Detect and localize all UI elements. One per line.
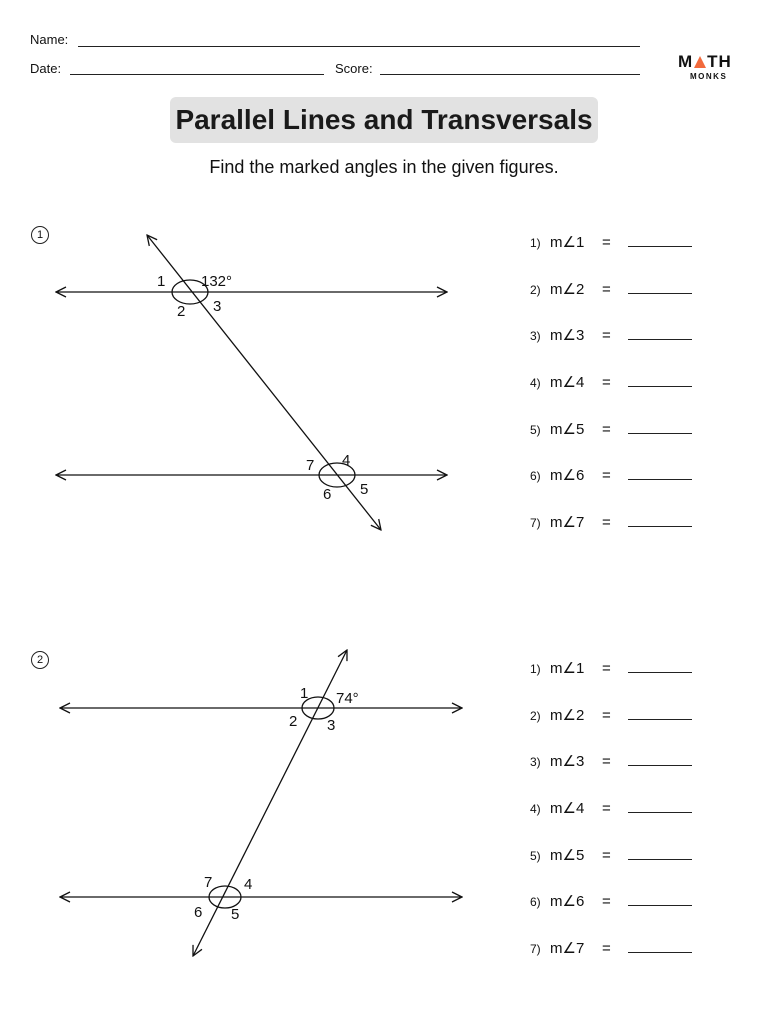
fig1-given-angle: 132° xyxy=(201,273,233,290)
fig2-label-3: 3 xyxy=(327,717,336,734)
fig2-label-4: 4 xyxy=(244,876,253,893)
question-number: 7) xyxy=(530,516,541,531)
question-row xyxy=(530,419,692,439)
equals-sign: = xyxy=(602,514,611,532)
instructions: Find the marked angles in the given figures. xyxy=(209,157,559,177)
problem-1-number: 1 xyxy=(31,226,49,244)
question-text: m∠1 xyxy=(550,660,585,677)
equals-sign: = xyxy=(602,374,611,392)
question-text: m∠4 xyxy=(550,800,585,818)
question-number: 4) xyxy=(530,376,541,391)
fig1-label-5: 5 xyxy=(360,481,369,498)
question-number: 2) xyxy=(530,282,541,297)
equals-sign: = xyxy=(602,893,611,911)
figure-2 xyxy=(60,650,462,956)
question-row xyxy=(530,465,692,485)
fig1-label-3: 3 xyxy=(213,298,222,315)
question-row xyxy=(530,845,692,865)
problem-1-questions xyxy=(530,232,692,532)
question-row xyxy=(530,705,692,725)
answer-blank[interactable] xyxy=(628,705,692,720)
answer-blank[interactable] xyxy=(628,798,692,813)
question-number: 3) xyxy=(530,329,541,344)
question-row xyxy=(530,891,692,911)
date-label: Date: xyxy=(30,61,62,76)
question-text: m∠7 xyxy=(550,514,585,532)
score-label: Score: xyxy=(335,61,373,76)
logo-word-right: TH xyxy=(707,52,732,71)
equals-sign: = xyxy=(602,706,611,724)
page-title: Parallel Lines and Transversals xyxy=(175,104,593,135)
question-number: 3) xyxy=(530,755,541,770)
answer-blank[interactable] xyxy=(628,232,692,247)
fig2-label-7: 7 xyxy=(204,874,213,891)
answer-blank[interactable] xyxy=(628,465,692,480)
question-text: m∠1 xyxy=(550,234,585,251)
fig2-label-2: 2 xyxy=(289,713,298,730)
question-row xyxy=(530,372,692,392)
equals-sign: = xyxy=(602,660,611,677)
fig1-label-6: 6 xyxy=(323,486,332,503)
equals-sign: = xyxy=(602,753,611,771)
fig2-label-5: 5 xyxy=(231,906,240,923)
problem-2-questions xyxy=(530,658,692,958)
question-text: m∠3 xyxy=(550,753,585,771)
fig1-label-7: 7 xyxy=(306,457,315,474)
question-text: m∠5 xyxy=(550,420,585,438)
fig2-given-angle: 74° xyxy=(336,690,359,707)
answer-blank[interactable] xyxy=(628,938,692,953)
equals-sign: = xyxy=(602,327,611,345)
question-text: m∠6 xyxy=(550,893,585,911)
question-text: m∠7 xyxy=(550,940,585,958)
answer-blank[interactable] xyxy=(628,891,692,906)
question-number: 5) xyxy=(530,422,541,437)
fig1-label-1: 1 xyxy=(157,273,166,290)
logo-sub: MONKS xyxy=(690,72,728,81)
question-row xyxy=(530,658,692,678)
logo-word-left: M xyxy=(678,52,694,71)
question-number: 7) xyxy=(530,942,541,957)
question-number: 1) xyxy=(530,662,541,676)
question-number: 6) xyxy=(530,469,541,484)
answer-blank[interactable] xyxy=(628,419,692,434)
equals-sign: = xyxy=(602,940,611,958)
question-number: 4) xyxy=(530,802,541,817)
question-text: m∠2 xyxy=(550,706,585,724)
question-row xyxy=(530,279,692,299)
answer-blank[interactable] xyxy=(628,325,692,340)
fig1-label-2: 2 xyxy=(177,303,186,320)
question-row xyxy=(530,751,692,771)
question-text: m∠6 xyxy=(550,467,585,485)
question-row xyxy=(530,938,692,958)
question-number: 2) xyxy=(530,708,541,723)
answer-blank[interactable] xyxy=(628,372,692,387)
problem-2-number: 2 xyxy=(31,651,49,669)
equals-sign: = xyxy=(602,846,611,864)
question-number: 6) xyxy=(530,895,541,910)
question-number: 5) xyxy=(530,848,541,863)
question-text: m∠5 xyxy=(550,846,585,864)
answer-blank[interactable] xyxy=(628,751,692,766)
fig1-label-4: 4 xyxy=(342,452,351,469)
answer-blank[interactable] xyxy=(628,658,692,673)
question-text: m∠4 xyxy=(550,374,585,392)
equals-sign: = xyxy=(602,280,611,298)
fig2-transversal xyxy=(193,650,347,956)
answer-blank[interactable] xyxy=(628,512,692,527)
equals-sign: = xyxy=(602,800,611,818)
question-row xyxy=(530,798,692,818)
question-text: m∠3 xyxy=(550,327,585,345)
question-number: 1) xyxy=(530,236,541,250)
question-row xyxy=(530,325,692,345)
equals-sign: = xyxy=(602,420,611,438)
answer-blank[interactable] xyxy=(628,279,692,294)
fig2-label-6: 6 xyxy=(194,904,203,921)
question-row xyxy=(530,512,692,532)
question-text: m∠2 xyxy=(550,280,585,298)
question-row xyxy=(530,232,692,252)
name-label: Name: xyxy=(30,32,69,47)
equals-sign: = xyxy=(602,234,611,251)
answer-blank[interactable] xyxy=(628,845,692,860)
fig2-label-1: 1 xyxy=(300,685,309,702)
figure-1 xyxy=(56,235,447,530)
equals-sign: = xyxy=(602,467,611,485)
